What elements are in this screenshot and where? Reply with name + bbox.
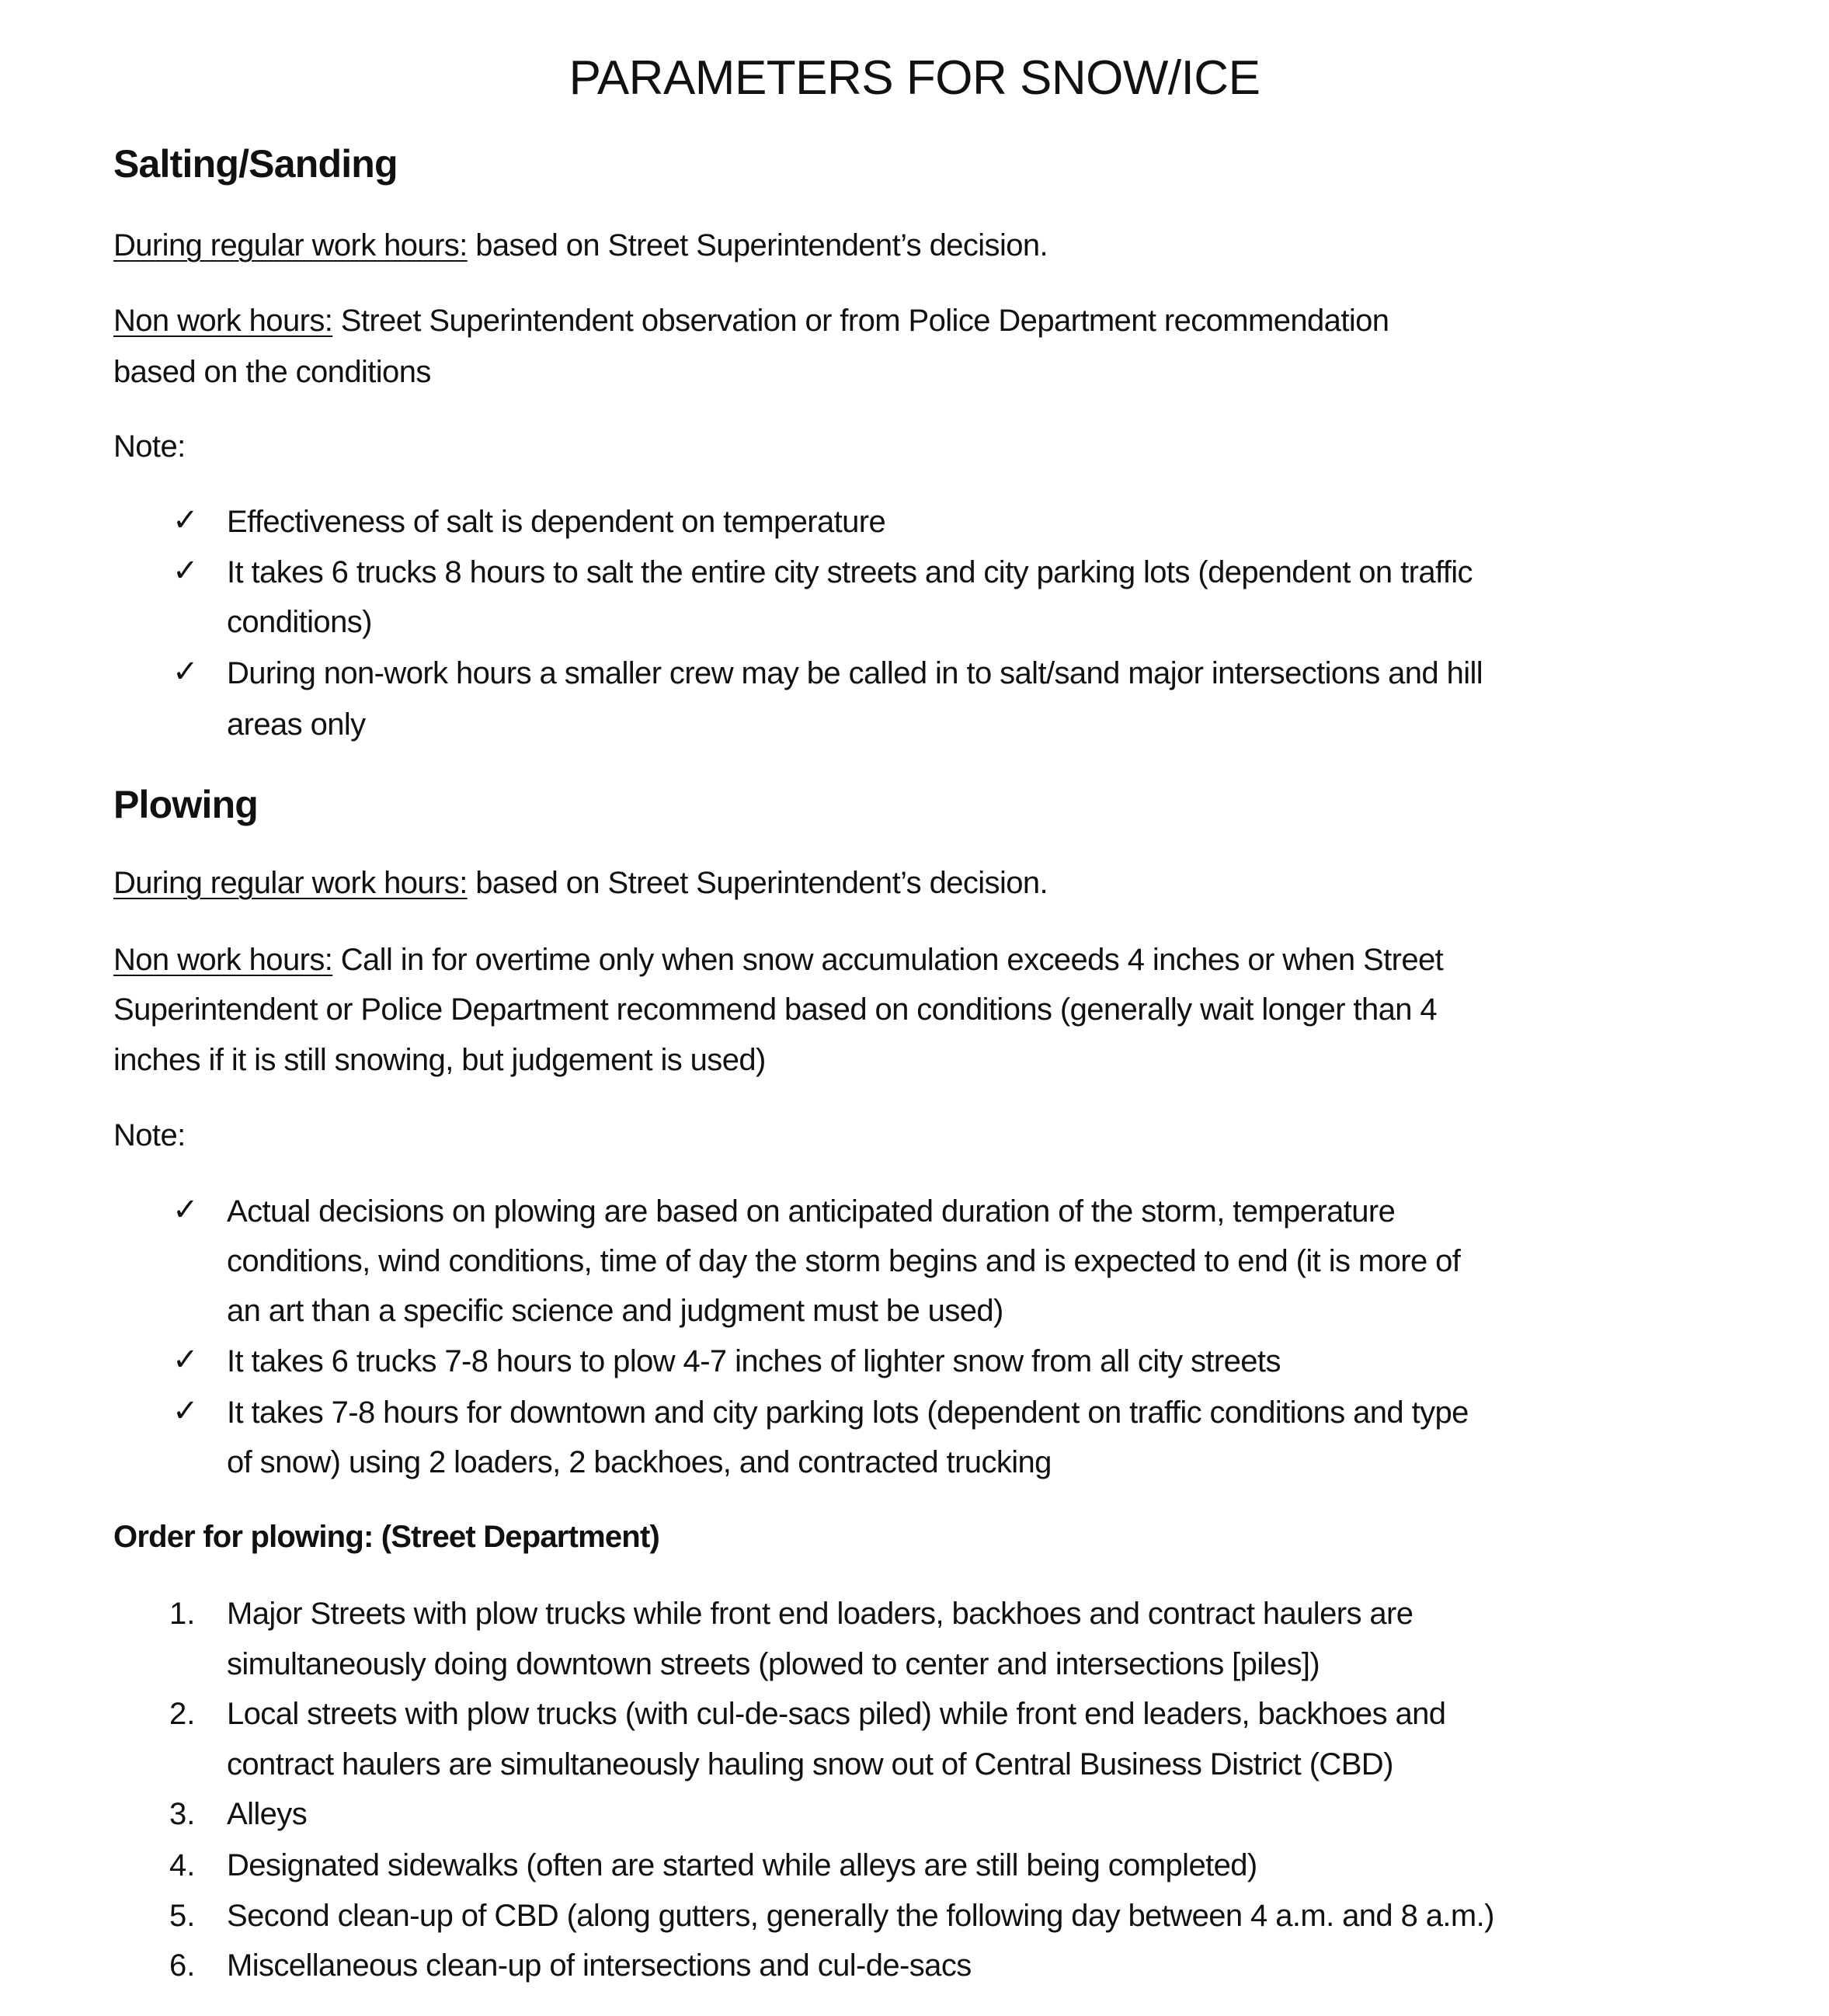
plowing-note-label: Note: [113,1118,186,1152]
check-icon: ✓ [172,554,199,588]
list-item: Second clean-up of CBD (along gutters, generally the following day between 4 a.m. and 8 a.m.) [227,1899,1494,1933]
list-number: 4. [169,1848,196,1882]
salting-regular-hours [113,227,1048,264]
plowing-nonwork-text-cont: Superintendent or Police Department recommend based on conditions (generally wait longer than 4 [113,992,1438,1027]
list-item: During non-work hours a smaller crew may be called in to salt/sand major intersections and hill [227,656,1483,690]
list-item: Major Streets with plow trucks while front end loaders, backhoes and contract haulers are [227,1597,1413,1631]
list-item: It takes 7-8 hours for downtown and city parking lots (dependent on traffic conditions and type [227,1396,1469,1430]
list-item: Actual decisions on plowing are based on anticipated duration of the storm, temperature [227,1194,1396,1229]
check-icon: ✓ [172,1343,199,1377]
salting-nonwork-hours [113,302,1389,339]
plowing-nonwork-hours [113,941,1443,978]
list-number: 5. [169,1899,196,1933]
salting-note-label: Note: [113,429,186,464]
list-item-cont: contract haulers are simultaneously hauling snow out of Central Business District (CBD) [227,1747,1393,1781]
salting-regular-label: During regular work hours: [113,228,468,262]
list-item: Designated sidewalks (often are started while alleys are still being completed) [227,1848,1257,1882]
list-item-cont: an art than a specific science and judgment must be used) [227,1294,1003,1328]
check-icon: ✓ [172,503,199,537]
salting-nonwork-text: Street Superintendent observation or from Police Department recommendation [332,304,1389,338]
list-item-cont: areas only [227,707,366,742]
order-heading: Order for plowing: (Street Department) [113,1520,659,1554]
list-item-cont: conditions) [227,605,372,639]
list-item: Effectiveness of salt is dependent on temperature [227,505,886,539]
section-heading-plowing: Plowing [113,783,259,826]
plowing-nonwork-label: Non work hours: [113,943,333,977]
plowing-regular-label: During regular work hours: [113,866,468,900]
list-item: It takes 6 trucks 7-8 hours to plow 4-7 inches of lighter snow from all city streets [227,1344,1281,1378]
section-heading-salting: Salting/Sanding [113,142,398,186]
salting-nonwork-label: Non work hours: [113,304,333,338]
list-item: Alleys [227,1797,308,1831]
check-icon: ✓ [172,1394,199,1428]
list-number: 3. [169,1797,196,1831]
plowing-nonwork-text-cont: inches if it is still snowing, but judgement is used) [113,1043,766,1077]
list-item-cont: conditions, wind conditions, time of day the storm begins and is expected to end (it is more of [227,1244,1461,1278]
document-title: PARAMETERS FOR SNOW/ICE [569,51,1260,105]
list-number: 2. [169,1697,196,1731]
list-number: 1. [169,1597,196,1631]
list-item: It takes 6 trucks 8 hours to salt the entire city streets and city parking lots (dependent on traffic [227,555,1473,589]
check-icon: ✓ [172,1193,199,1227]
list-item: Miscellaneous clean-up of intersections and cul-de-sacs [227,1948,972,1983]
list-number: 6. [169,1948,196,1983]
plowing-nonwork-text: Call in for overtime only when snow accumulation exceeds 4 inches or when Street [332,943,1444,977]
salting-nonwork-text-cont: based on the conditions [113,355,431,389]
plowing-regular-hours [113,864,1048,902]
salting-regular-text: based on Street Superintendent’s decision. [467,228,1048,262]
list-item-cont: of snow) using 2 loaders, 2 backhoes, and contracted trucking [227,1445,1052,1479]
list-item-cont: simultaneously doing downtown streets (plowed to center and intersections [piles]) [227,1647,1320,1681]
check-icon: ✓ [172,655,199,689]
list-item: Local streets with plow trucks (with cul-de-sacs piled) while front end leaders, backhoes and [227,1697,1446,1731]
plowing-regular-text: based on Street Superintendent’s decision. [467,866,1048,900]
